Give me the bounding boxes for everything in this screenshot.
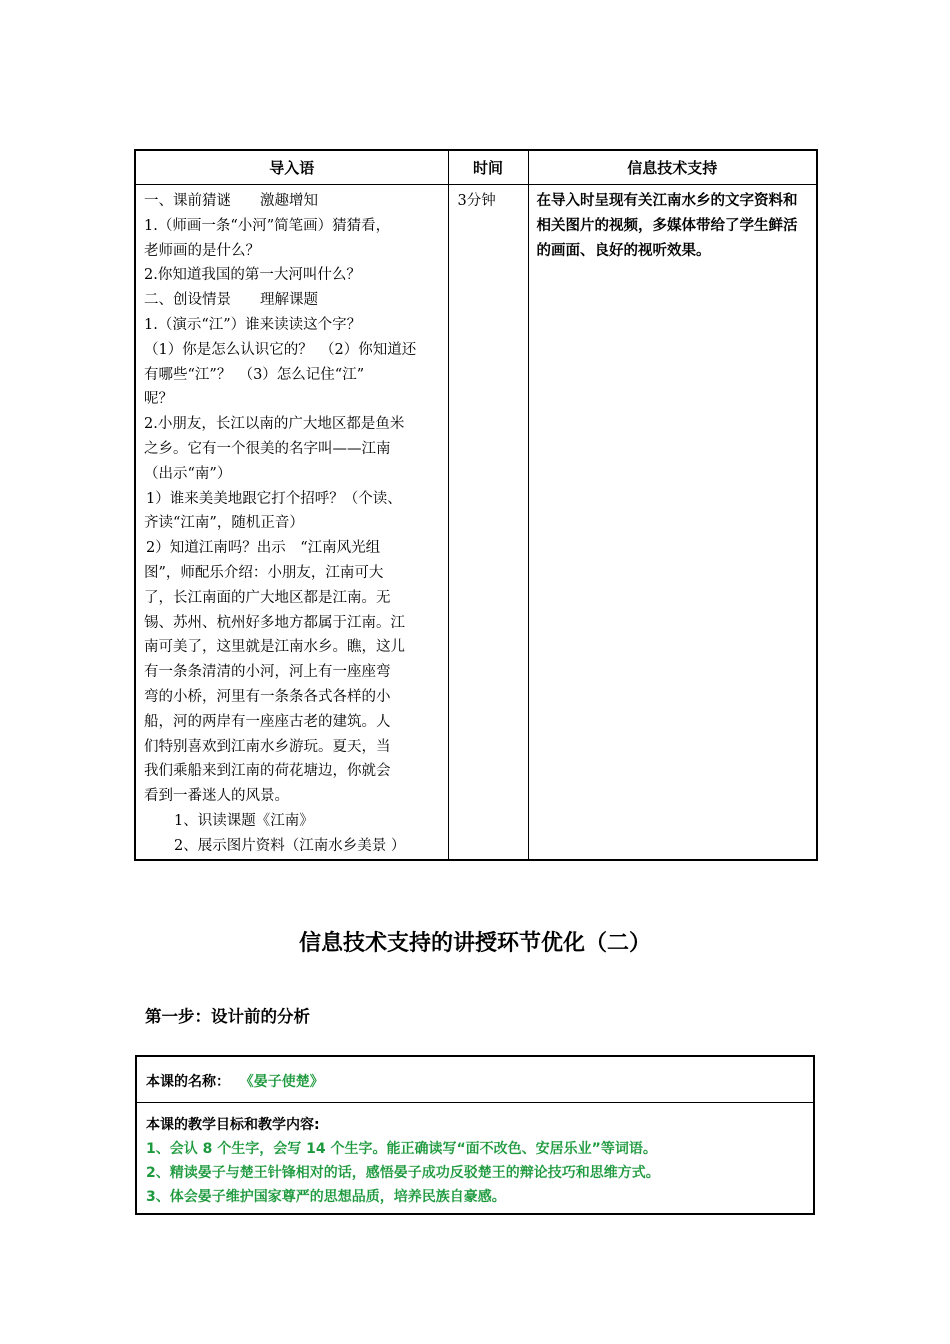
intro-line: 了，长江南面的广大地区都是江南。无 [144, 589, 391, 606]
intro-line: 二、创设情景 理解课题 [144, 292, 318, 309]
intro-line: 之乡。它有一个很美的名字叫——江南 [144, 440, 391, 457]
intro-line: （1）你是怎么认识它的？ （2）你知道还 [144, 341, 417, 358]
intro-line: 呢？ [144, 391, 173, 408]
intro-line: 齐读“江南”，随机正音） [144, 515, 304, 532]
intro-line: 有哪些“江”？ （3）怎么记住“江” [144, 366, 365, 383]
section-title: 信息技术支持的讲授环节优化（二） [298, 930, 651, 956]
lesson-name-label: 本课的名称： [146, 1074, 230, 1090]
intro-line: 2、展示图片资料（江南水乡美景 ） [174, 837, 406, 854]
intro-line: 1.（演示“江”）谁来读读这个字？ [144, 316, 362, 333]
goals-label: 本课的教学目标和教学内容: [146, 1117, 320, 1133]
intro-line: 们特别喜欢到江南水乡游玩。夏天，当 [144, 738, 391, 755]
intro-line: 2.小朋友，长江以南的广大地区都是鱼米 [144, 416, 405, 433]
intro-line: （出示“南”） [144, 465, 232, 482]
lesson-name-row [137, 1057, 813, 1103]
header-it-support: 信息技术支持 [528, 150, 817, 185]
time-cell: 3分钟 [448, 185, 528, 860]
intro-line: 图”，师配乐介绍：小朋友，江南可大 [144, 564, 384, 581]
table-row [135, 185, 817, 860]
intro-line: 南可美了，这里就是江南水乡。瞧，这儿 [144, 639, 405, 656]
intro-line: 老师画的是什么？ [144, 242, 260, 259]
intro-cell [135, 185, 448, 860]
intro-line: 有一条条清清的小河，河上有一座座弯 [144, 664, 391, 681]
table-header-row [135, 150, 817, 185]
lesson-table [134, 149, 818, 861]
intro-line: 2）知道江南吗？出示 “江南风光组 [146, 540, 381, 557]
goals-row [137, 1103, 813, 1209]
intro-line: 一、课前猜谜 激趣增知 [144, 193, 318, 209]
header-intro: 导入语 [135, 150, 448, 185]
intro-line: 看到一番迷人的风景。 [144, 788, 289, 805]
intro-line: 船，河的两岸有一座座古老的建筑。人 [144, 713, 391, 730]
intro-line: 锡、苏州、杭州好多地方都属于江南。江 [144, 614, 405, 631]
intro-line: 1）谁来美美地跟它打个招呼？（个读、 [146, 490, 402, 507]
goal-item: 1、会认 8 个生字，会写 14 个生字。能正确读写“面不改色、安居乐业”等词语。 [146, 1141, 657, 1157]
intro-line: 1.（师画一条“小河”简笔画）猜猜看， [144, 217, 391, 234]
intro-line: 我们乘船来到江南的荷花塘边，你就会 [144, 763, 391, 780]
goal-item: 3、体会晏子维护国家尊严的思想品质，培养民族自豪感。 [146, 1189, 506, 1205]
intro-line: 1、识读课题《江南》 [174, 812, 314, 829]
lesson-name-value: 《晏子使楚》 [239, 1074, 324, 1090]
goal-item: 2、精读晏子与楚王针锋相对的话，感悟晏子成功反驳楚王的辩论技巧和思维方式。 [146, 1165, 660, 1181]
intro-line: 弯的小桥，河里有一条条各式各样的小 [144, 688, 391, 705]
step-title: 第一步：设计前的分析 [145, 1007, 310, 1026]
it-support-cell: 在导入时呈现有关江南水乡的文字资料和相关图片的视频，多媒体带给了学生鲜活的画面、良好的视听效果。 [528, 185, 817, 860]
header-time: 时间 [448, 150, 528, 185]
analysis-table [135, 1055, 815, 1215]
intro-line: 2.你知道我国的第一大河叫什么？ [144, 267, 361, 284]
